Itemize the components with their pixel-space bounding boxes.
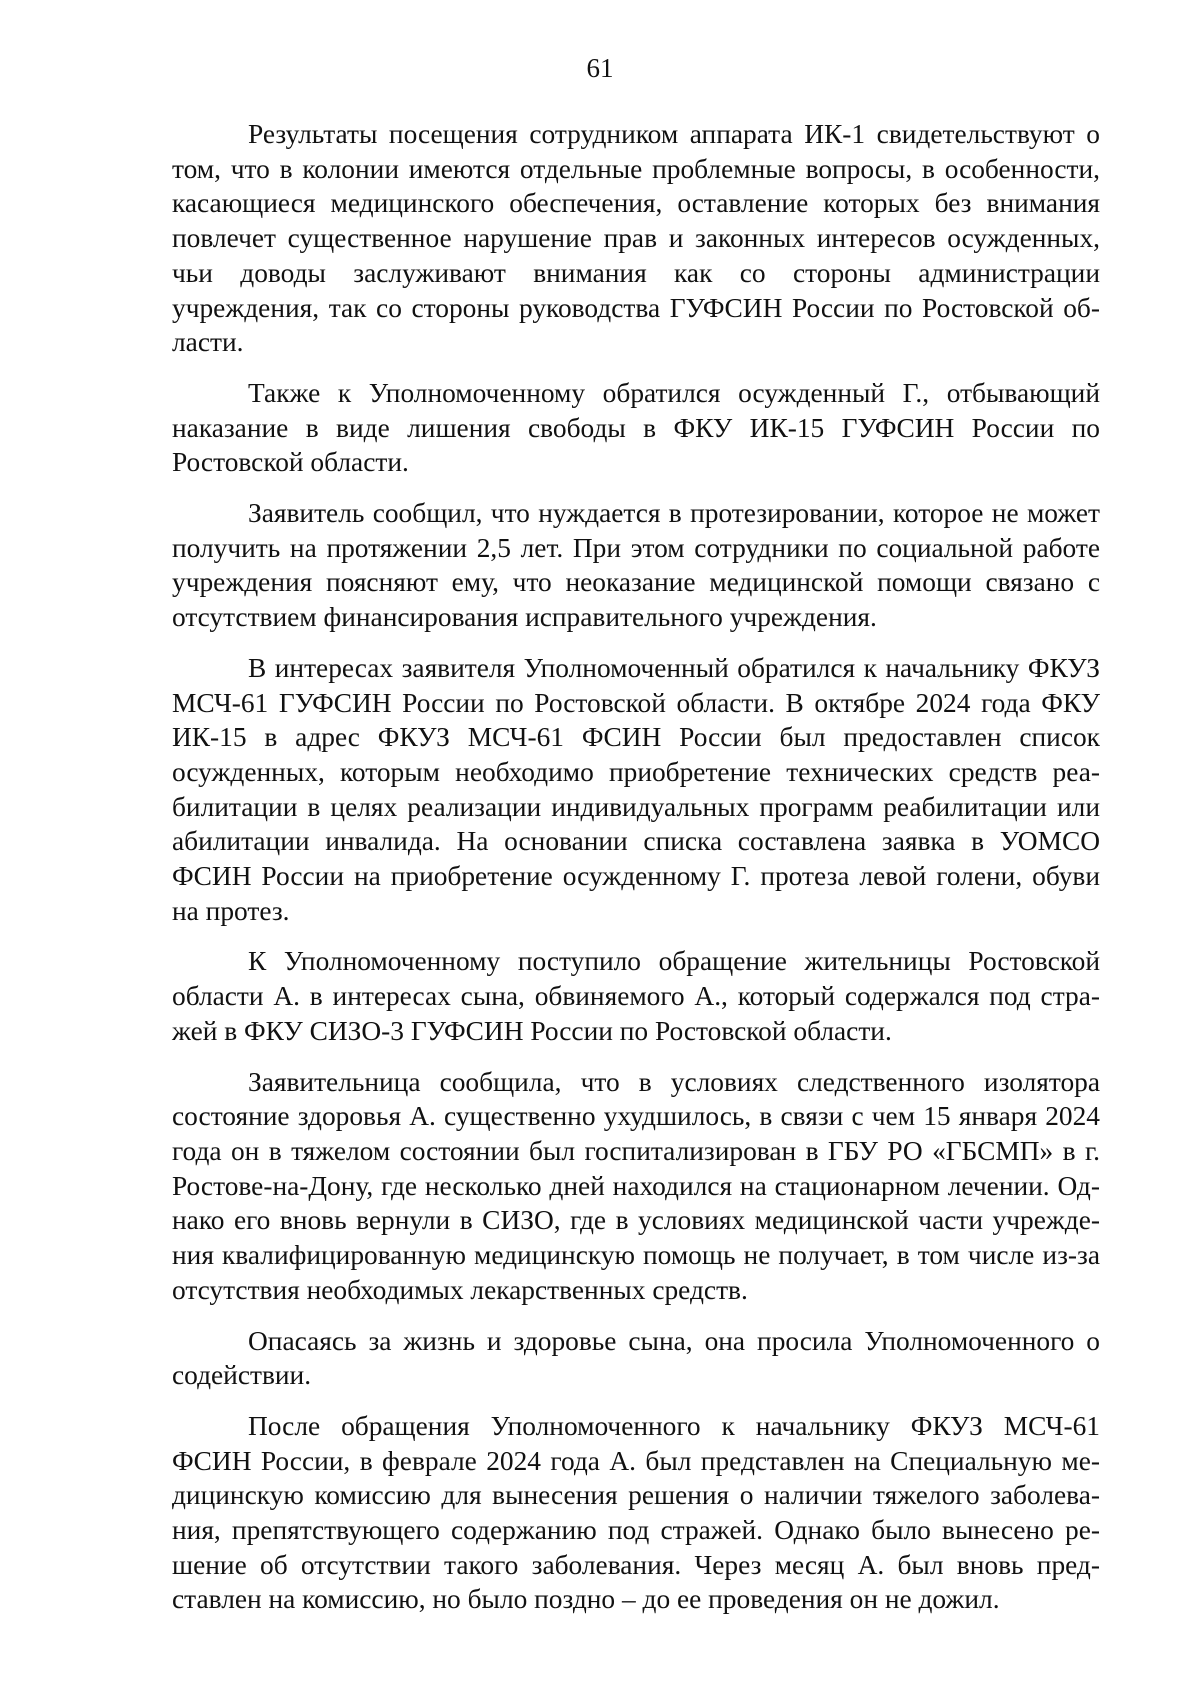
paragraph-prosthesis-need: Заявитель сообщил, что нуждается в протезировании, которое не может получить на протяжении 2,5 лет. При этом сотрудники по социальной работе учреждения поясняют ему, что неоказание медицинской помощи связано с отсутствием финансирования исправительного учреждения. — [172, 498, 1100, 633]
paragraph-convict-g-appeal: Также к Уполномоченному обратился осужденный Г., отбывающий наказание в виде лишения свободы в ФКУ ИК-15 ГУФСИН России по Ростовской области. — [172, 377, 1100, 478]
document-body — [172, 117, 1100, 1633]
page-number: 61 — [586, 53, 614, 83]
paragraph-resident-a-appeal: К Уполномоченному поступило обращение жительницы Ростовской области А. в интересах сына, обвиняемого А., который содержался под стражей в ФКУ СИЗО-3 ГУФСИН России по Ростовской области. — [172, 946, 1100, 1046]
paragraph-ik1-visit-results: Результаты посещения сотрудником аппарата ИК-1 свидетельствуют о том, что в колонии имеются отдельные проблемные вопросы, в особенности, касающиеся медицинского обеспечения, оставление которых без внимания повлечет существенное нарушение прав и законных интересов осужденных, чьи доводы заслуживают внимания как со стороны администрации учреждения, так со стороны руководства ГУФСИН России по Ростовской области. — [172, 119, 1100, 358]
paragraph-health-deterioration: Заявительница сообщила, что в условиях следственного изолятора состояние здоровья А. существенно ухудшилось, в связи с чем 15 января 2024 года он в тяжелом состоянии был госпитализирован в ГБУ РО «ГБСМП» в г. Ростове-на-Дону, где несколько дней находился на стационарном лечении. Однако его вновь вернули в СИЗО, где в условиях медицинской части учреждения квалифицированную медицинскую помощь не получает, в том числе из-за отсутствия необходимых лекарственных средств. — [172, 1066, 1100, 1305]
paragraph-fkuz-msch61-request: В интересах заявителя Уполномоченный обратился к начальнику ФКУЗ МСЧ-61 ГУФСИН России по Ростовской области. В октябре 2024 года ФКУ ИК-15 в адрес ФКУЗ МСЧ-61 ФСИН России был предоставлен список осужденных, которым необходимо приобретение технических средств реабилитации в целях реализации индивидуальных программ реабилитации или абилитации инвалида. На основании списка составлена заявка в УОМСО ФСИН России на приобретение осужденному Г. протеза левой голени, обуви на протез. — [172, 652, 1100, 926]
paragraph-medical-commission: После обращения Уполномоченного к начальнику ФКУЗ МСЧ-61 ФСИН России, в феврале 2024 года А. был представлен на Специальную медицинскую комиссию для вынесения решения о наличии тяжелого заболевания, препятствующего содержанию под стражей. Однако было вынесено решение об отсутствии такого заболевания. Через месяц А. был вновь представлен на комиссию, но было поздно – до ее проведения он не дожил. — [172, 1410, 1100, 1615]
paragraph-mother-request: Опасаясь за жизнь и здоровье сына, она просила Уполномоченного о содействии. — [172, 1325, 1100, 1391]
